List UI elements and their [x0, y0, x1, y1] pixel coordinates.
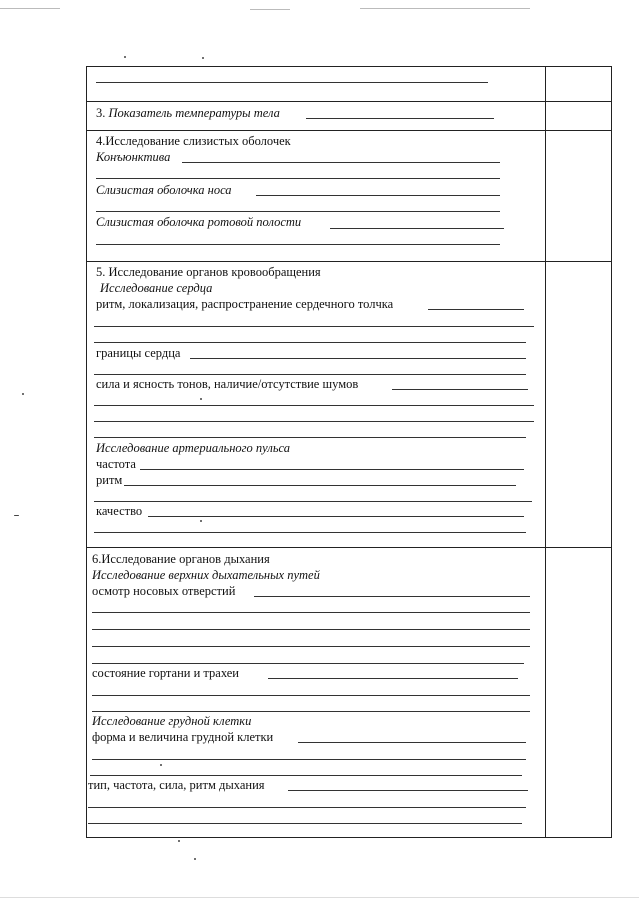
scan-speck	[178, 840, 180, 842]
scan-speck	[200, 398, 202, 400]
fill-line	[94, 405, 534, 406]
pulse-exam-label: Исследование артериального пульса	[96, 441, 290, 455]
scan-speck	[124, 56, 126, 58]
fill-line	[92, 663, 524, 664]
conjunctiva-label: Конъюнктива	[96, 150, 171, 164]
row-divider	[86, 261, 612, 262]
fill-line	[92, 695, 530, 696]
fill-line	[88, 807, 526, 808]
nostrils-label: осмотр носовых отверстий	[92, 584, 236, 598]
chest-exam-label: Исследование грудной клетки	[92, 714, 252, 728]
fill-line	[96, 82, 488, 83]
scan-noise-top	[0, 8, 60, 9]
mouth-mucosa-label: Слизистая оболочка ротовой полости	[96, 215, 302, 229]
scan-speck	[200, 520, 202, 522]
heart-tones-label: сила и ясность тонов, наличие/отсутствие шумов	[96, 377, 359, 391]
heart-borders-label: границы сердца	[96, 346, 181, 360]
scan-speck	[14, 515, 19, 516]
fill-line	[92, 629, 530, 630]
upper-airways-label: Исследование верхних дыхательных путей	[92, 568, 320, 582]
row-divider	[86, 547, 612, 548]
fill-line	[96, 244, 500, 245]
fill-line	[94, 326, 534, 327]
fill-line	[256, 195, 500, 196]
section-3-label: Показатель температуры тела	[108, 106, 280, 120]
section-3-number: 3.	[96, 106, 109, 120]
pulse-rhythm-label: ритм	[96, 473, 123, 487]
fill-line	[94, 374, 526, 375]
fill-line	[94, 342, 526, 343]
scan-noise-top	[250, 9, 290, 10]
section-3-title	[96, 106, 280, 120]
fill-line	[268, 678, 518, 679]
fill-line	[94, 501, 532, 502]
larynx-label: состояние гортани и трахеи	[92, 666, 239, 680]
fill-line	[392, 389, 528, 390]
fill-line	[94, 421, 534, 422]
fill-line	[428, 309, 524, 310]
fill-line	[254, 596, 530, 597]
fill-line	[96, 178, 500, 179]
scan-speck	[160, 764, 162, 766]
row-divider	[86, 130, 612, 131]
section-5-title: 5. Исследование органов кровообращения	[96, 265, 321, 279]
fill-line	[288, 790, 528, 791]
apex-beat-label: ритм, локализация, распространение сердечного толчка	[96, 297, 394, 311]
fill-line	[92, 759, 526, 760]
fill-line	[92, 711, 530, 712]
pulse-rate-label: частота	[96, 457, 136, 471]
scan-speck	[194, 858, 196, 860]
scan-speck	[202, 57, 204, 59]
scan-noise-bottom	[0, 897, 639, 898]
fill-line	[124, 485, 516, 486]
fill-line	[90, 775, 522, 776]
fill-line	[148, 516, 524, 517]
heart-exam-label: Исследование сердца	[100, 281, 213, 295]
fill-line	[190, 358, 526, 359]
fill-line	[96, 211, 500, 212]
breathing-label: тип, частота, сила, ритм дыхания	[88, 778, 265, 792]
fill-line	[140, 469, 524, 470]
section-4-title: 4.Исследование слизистых оболочек	[96, 134, 291, 148]
fill-line	[182, 162, 500, 163]
fill-line	[330, 228, 504, 229]
fill-line	[298, 742, 526, 743]
fill-line	[94, 532, 526, 533]
chest-shape-label: форма и величина грудной клетки	[92, 730, 274, 744]
section-6-title: 6.Исследование органов дыхания	[92, 552, 270, 566]
scan-noise-top	[360, 8, 530, 9]
fill-line	[92, 646, 530, 647]
fill-line	[306, 118, 494, 119]
fill-line	[94, 437, 526, 438]
fill-line	[92, 612, 530, 613]
table-column-divider	[545, 66, 546, 838]
fill-line	[88, 823, 522, 824]
nose-mucosa-label: Слизистая оболочка носа	[96, 183, 232, 197]
scan-speck	[22, 393, 24, 395]
row-divider	[86, 101, 612, 102]
pulse-quality-label: качество	[96, 504, 143, 518]
